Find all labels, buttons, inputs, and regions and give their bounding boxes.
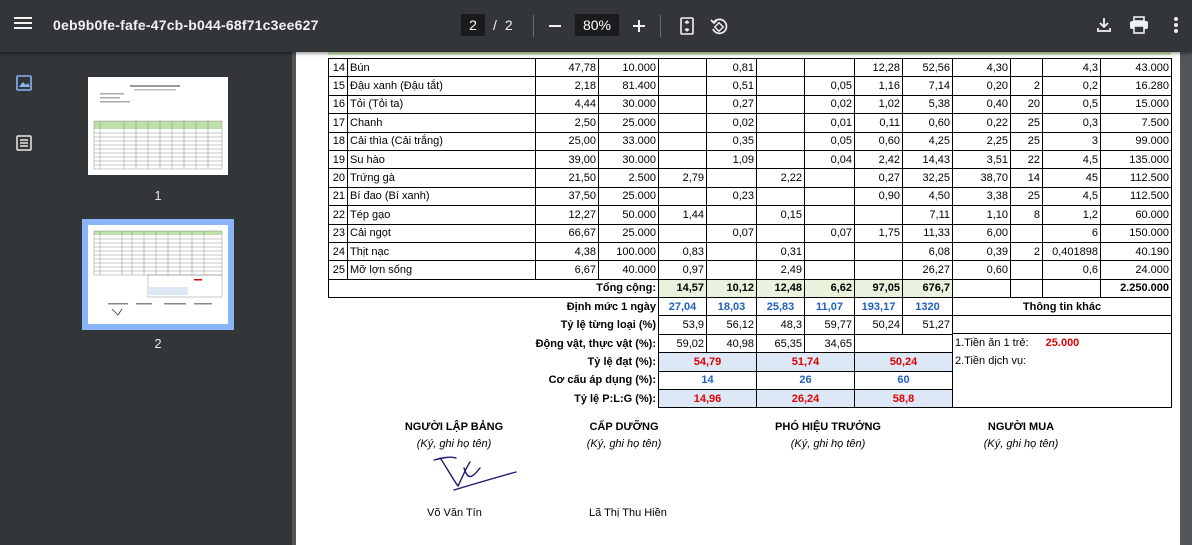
minus-icon bbox=[548, 19, 562, 33]
table-cell bbox=[805, 169, 855, 187]
pdf-page bbox=[296, 52, 1180, 545]
table-cell bbox=[757, 150, 805, 168]
co-cau-value: 26 bbox=[757, 371, 855, 389]
info-tien-an-value: 25.000 bbox=[1045, 337, 1080, 350]
table-cell bbox=[855, 242, 903, 260]
food-name: Bún bbox=[348, 59, 536, 77]
dinh-muc-value: 18,03 bbox=[707, 298, 757, 316]
table-cell: 2,42 bbox=[855, 150, 903, 168]
table-header-strip bbox=[328, 52, 1171, 55]
table-row bbox=[329, 206, 1172, 224]
table-cell: 4,5 bbox=[1043, 187, 1101, 205]
co-cau-label: Cơ cấu áp dụng (%): bbox=[548, 374, 656, 387]
table-cell: 6,67 bbox=[536, 261, 599, 279]
table-cell: 32,25 bbox=[903, 169, 953, 187]
dong-vat-label: Động vật, thực vật (%): bbox=[535, 337, 656, 350]
page-thumbnail-2[interactable] bbox=[82, 219, 234, 330]
info-box bbox=[953, 316, 1172, 408]
plg-value: 26,24 bbox=[757, 390, 855, 408]
table-cell: 112.500 bbox=[1101, 169, 1172, 187]
table-cell: 7.500 bbox=[1101, 114, 1172, 132]
rotate-icon bbox=[709, 16, 729, 36]
toolbar-divider bbox=[533, 15, 534, 37]
page-separator: / bbox=[493, 17, 497, 33]
table-cell: 0,20 bbox=[953, 77, 1011, 95]
food-name: Tép gạo bbox=[348, 206, 536, 224]
ty-le-tung-loai-row bbox=[329, 316, 1172, 334]
table-cell: 66,67 bbox=[536, 224, 599, 242]
table-cell: 6 bbox=[1043, 224, 1101, 242]
table-cell bbox=[659, 132, 707, 150]
row-index: 15 bbox=[329, 77, 348, 95]
table-row bbox=[329, 224, 1172, 242]
image-icon bbox=[15, 74, 33, 92]
table-cell: 0,02 bbox=[805, 95, 855, 113]
table-row bbox=[329, 242, 1172, 260]
table-row bbox=[329, 114, 1172, 132]
table-cell: 135.000 bbox=[1101, 150, 1172, 168]
table-cell bbox=[659, 187, 707, 205]
table-cell: 0,97 bbox=[659, 261, 707, 279]
signature-role: PHÓ HIỆU TRƯỞNG bbox=[775, 421, 881, 433]
table-cell: 25.000 bbox=[599, 114, 659, 132]
table-cell: 1,10 bbox=[953, 206, 1011, 224]
signature-role: NGƯỜI MUA bbox=[987, 421, 1055, 433]
thumbnail-preview bbox=[88, 77, 228, 175]
signature-hint: (Ký, ghi họ tên) bbox=[790, 438, 866, 450]
document-viewer[interactable] bbox=[292, 52, 1192, 545]
table-cell: 12,28 bbox=[855, 59, 903, 77]
table-row bbox=[329, 150, 1172, 168]
table-cell: 37,50 bbox=[536, 187, 599, 205]
table-cell: 24.000 bbox=[1101, 261, 1172, 279]
table-cell: 11,33 bbox=[903, 224, 953, 242]
outline-view-button[interactable] bbox=[15, 134, 35, 154]
table-cell bbox=[659, 150, 707, 168]
co-cau-value: 14 bbox=[659, 371, 757, 389]
food-table bbox=[328, 58, 1172, 408]
table-cell bbox=[757, 132, 805, 150]
table-cell: 2.500 bbox=[599, 169, 659, 187]
table-cell: 25 bbox=[1011, 114, 1043, 132]
table-cell: 43.000 bbox=[1101, 59, 1172, 77]
dong-vat-value: 59,02 bbox=[659, 334, 707, 352]
table-cell: 3,38 bbox=[953, 187, 1011, 205]
table-cell: 0,90 bbox=[855, 187, 903, 205]
table-cell: 0,27 bbox=[707, 95, 757, 113]
table-cell: 2,49 bbox=[757, 261, 805, 279]
total-value: 10,12 bbox=[707, 279, 757, 297]
food-name: Cải thìa (Cải trắng) bbox=[348, 132, 536, 150]
row-index: 24 bbox=[329, 242, 348, 260]
download-icon bbox=[1095, 16, 1113, 34]
ty-le-value: 59,77 bbox=[805, 316, 855, 334]
co-cau-value: 60 bbox=[855, 371, 953, 389]
dinh-muc-label: Định mức 1 ngày bbox=[566, 301, 656, 314]
table-cell: 47,78 bbox=[536, 59, 599, 77]
table-cell bbox=[855, 206, 903, 224]
row-index: 19 bbox=[329, 150, 348, 168]
table-cell: 0,401898 bbox=[1043, 242, 1101, 260]
table-cell bbox=[1011, 261, 1043, 279]
signature-role: CẤP DƯỠNG bbox=[589, 421, 659, 433]
table-cell bbox=[1011, 224, 1043, 242]
table-cell: 0,6 bbox=[1043, 261, 1101, 279]
handwritten-signature bbox=[424, 448, 524, 498]
table-cell: 3 bbox=[1043, 132, 1101, 150]
table-cell: 4,38 bbox=[536, 242, 599, 260]
table-cell: 12,27 bbox=[536, 206, 599, 224]
food-name: Đậu xanh (Đậu tắt) bbox=[348, 77, 536, 95]
food-name: Cải ngọt bbox=[348, 224, 536, 242]
signature-block-pho-hieu-truong bbox=[763, 421, 893, 450]
table-row bbox=[329, 187, 1172, 205]
table-cell: 25 bbox=[1011, 132, 1043, 150]
table-cell: 25,00 bbox=[536, 132, 599, 150]
ty-le-dat-value: 51,74 bbox=[757, 353, 855, 371]
food-name: Trứng gà bbox=[348, 169, 536, 187]
table-cell: 10.000 bbox=[599, 59, 659, 77]
dinh-muc-value: 11,07 bbox=[805, 298, 855, 316]
table-cell bbox=[659, 77, 707, 95]
food-name: Tỏi (Tỏi ta) bbox=[348, 95, 536, 113]
table-cell: 0,07 bbox=[707, 224, 757, 242]
table-cell: 40.190 bbox=[1101, 242, 1172, 260]
row-index: 25 bbox=[329, 261, 348, 279]
table-cell: 0,15 bbox=[757, 206, 805, 224]
plg-label: Tỷ lệ P:L:G (%): bbox=[574, 392, 656, 405]
table-cell: 50.000 bbox=[599, 206, 659, 224]
table-cell: 5,38 bbox=[903, 95, 953, 113]
table-cell bbox=[805, 59, 855, 77]
table-cell: 0,3 bbox=[1043, 114, 1101, 132]
ty-le-value: 48,3 bbox=[757, 316, 805, 334]
print-button[interactable] bbox=[1127, 13, 1151, 37]
table-cell: 0,35 bbox=[707, 132, 757, 150]
table-cell bbox=[757, 95, 805, 113]
zoom-out-button[interactable] bbox=[543, 14, 567, 38]
table-cell: 8 bbox=[1011, 206, 1043, 224]
table-cell: 0,01 bbox=[805, 114, 855, 132]
table-cell: 1,75 bbox=[855, 224, 903, 242]
table-cell: 0,2 bbox=[1043, 77, 1101, 95]
table-cell bbox=[659, 114, 707, 132]
table-row bbox=[329, 261, 1172, 279]
table-cell bbox=[757, 114, 805, 132]
table-cell: 7,14 bbox=[903, 77, 953, 95]
table-cell: 0,60 bbox=[953, 261, 1011, 279]
ty-le-value: 56,12 bbox=[707, 316, 757, 334]
table-row bbox=[329, 95, 1172, 113]
fit-page-icon bbox=[679, 17, 695, 35]
table-cell: 6,00 bbox=[953, 224, 1011, 242]
table-cell: 15.000 bbox=[1101, 95, 1172, 113]
thumbnail-label-2: 2 bbox=[154, 336, 162, 351]
dong-vat-value: 34,65 bbox=[805, 334, 855, 352]
ty-le-dat-value: 54,79 bbox=[659, 353, 757, 371]
table-cell: 16.280 bbox=[1101, 77, 1172, 95]
total-cost: 2.250.000 bbox=[1101, 279, 1172, 297]
row-index: 21 bbox=[329, 187, 348, 205]
table-cell: 3,51 bbox=[953, 150, 1011, 168]
row-index: 14 bbox=[329, 59, 348, 77]
table-cell: 60.000 bbox=[1101, 206, 1172, 224]
toolbar-divider bbox=[660, 15, 661, 37]
table-cell bbox=[805, 206, 855, 224]
table-cell bbox=[757, 224, 805, 242]
signature-hint: (Ký, ghi họ tên) bbox=[983, 438, 1059, 450]
table-cell bbox=[757, 187, 805, 205]
row-index: 17 bbox=[329, 114, 348, 132]
ty-le-tung-loai-label: Tỷ lệ từng loại (%) bbox=[560, 319, 656, 332]
table-cell: 0,04 bbox=[805, 150, 855, 168]
table-cell: 81.400 bbox=[599, 77, 659, 95]
table-cell: 112.500 bbox=[1101, 187, 1172, 205]
table-cell: 0,31 bbox=[757, 242, 805, 260]
table-cell: 2 bbox=[1011, 77, 1043, 95]
table-cell: 150.000 bbox=[1101, 224, 1172, 242]
signature-block-nguoi-mua bbox=[961, 421, 1081, 450]
signature-block-lap-bang bbox=[394, 421, 514, 450]
food-name: Su hào bbox=[348, 150, 536, 168]
table-cell: 4,5 bbox=[1043, 150, 1101, 168]
table-row bbox=[329, 77, 1172, 95]
table-cell: 0,39 bbox=[953, 242, 1011, 260]
table-cell: 1,2 bbox=[1043, 206, 1101, 224]
table-cell bbox=[855, 261, 903, 279]
ty-le-value: 51,27 bbox=[903, 316, 953, 334]
signature-role: NGƯỜI LẬP BẢNG bbox=[404, 421, 504, 433]
zoom-in-button[interactable] bbox=[627, 14, 651, 38]
table-cell: 25 bbox=[1011, 187, 1043, 205]
table-cell: 4,3 bbox=[1043, 59, 1101, 77]
dinh-muc-value: 25,83 bbox=[757, 298, 805, 316]
food-name: Bí đao (Bí xanh) bbox=[348, 187, 536, 205]
table-cell: 0,27 bbox=[855, 169, 903, 187]
table-cell bbox=[707, 206, 757, 224]
table-cell: 0,5 bbox=[1043, 95, 1101, 113]
row-index: 16 bbox=[329, 95, 348, 113]
total-row bbox=[329, 279, 1172, 297]
total-value: 14,57 bbox=[659, 279, 707, 297]
table-cell: 2,79 bbox=[659, 169, 707, 187]
signature-name: Võ Văn Tín bbox=[427, 507, 482, 519]
plg-value: 14,96 bbox=[659, 390, 757, 408]
total-value: 6,62 bbox=[805, 279, 855, 297]
table-cell: 38,70 bbox=[953, 169, 1011, 187]
table-cell bbox=[707, 242, 757, 260]
table-cell bbox=[659, 95, 707, 113]
list-icon bbox=[15, 134, 33, 152]
table-cell bbox=[707, 261, 757, 279]
total-value: 12,48 bbox=[757, 279, 805, 297]
page-number-input[interactable] bbox=[461, 14, 485, 36]
more-vert-icon bbox=[1173, 16, 1179, 34]
table-cell: 22 bbox=[1011, 150, 1043, 168]
table-cell bbox=[659, 59, 707, 77]
fit-to-page-button[interactable] bbox=[675, 14, 699, 38]
table-cell: 21,50 bbox=[536, 169, 599, 187]
signature-hint: (Ký, ghi họ tên) bbox=[586, 438, 662, 450]
table-cell: 1,02 bbox=[855, 95, 903, 113]
table-cell: 100.000 bbox=[599, 242, 659, 260]
table-cell bbox=[757, 59, 805, 77]
page-thumbnail-1[interactable] bbox=[88, 77, 228, 175]
table-cell: 2,50 bbox=[536, 114, 599, 132]
table-cell: 99.000 bbox=[1101, 132, 1172, 150]
table-cell: 4,50 bbox=[903, 187, 953, 205]
ty-le-value: 50,24 bbox=[855, 316, 903, 334]
table-cell: 0,23 bbox=[707, 187, 757, 205]
row-index: 22 bbox=[329, 206, 348, 224]
table-cell: 40.000 bbox=[599, 261, 659, 279]
page-total: 2 bbox=[504, 17, 513, 33]
table-cell: 30.000 bbox=[599, 95, 659, 113]
menu-icon[interactable] bbox=[12, 14, 34, 36]
table-cell: 0,05 bbox=[805, 132, 855, 150]
table-row bbox=[329, 132, 1172, 150]
table-cell: 20 bbox=[1011, 95, 1043, 113]
table-cell: 0,07 bbox=[805, 224, 855, 242]
table-cell: 0,40 bbox=[953, 95, 1011, 113]
table-cell: 0,83 bbox=[659, 242, 707, 260]
table-cell: 2,18 bbox=[536, 77, 599, 95]
total-label: Tổng cộng: bbox=[329, 279, 659, 297]
food-name: Thịt nạc bbox=[348, 242, 536, 260]
document-title: 0eb9b0fe-fafe-47cb-b044-68f71c3ee627 bbox=[53, 17, 319, 33]
table-cell: 2,22 bbox=[757, 169, 805, 187]
dinh-muc-value: 193,17 bbox=[855, 298, 903, 316]
table-cell: 4,44 bbox=[536, 95, 599, 113]
table-cell: 0,05 bbox=[805, 77, 855, 95]
row-index: 20 bbox=[329, 169, 348, 187]
row-index: 18 bbox=[329, 132, 348, 150]
signature-name: Lã Thị Thu Hiền bbox=[589, 507, 667, 519]
plg-value: 58,8 bbox=[855, 390, 953, 408]
signature-hint: (Ký, ghi họ tên) bbox=[416, 438, 492, 450]
info-tien-an-label: 1.Tiền ăn 1 trẻ: bbox=[955, 337, 1029, 350]
dong-vat-value: 65,35 bbox=[757, 334, 805, 352]
info-title: Thông tin khác bbox=[953, 298, 1172, 316]
table-cell: 25.000 bbox=[599, 187, 659, 205]
plus-icon bbox=[632, 19, 646, 33]
total-value: 676,7 bbox=[903, 279, 953, 297]
table-cell: 2,25 bbox=[953, 132, 1011, 150]
dinh-muc-value: 1320 bbox=[903, 298, 953, 316]
thumbnails-view-button[interactable] bbox=[15, 74, 35, 94]
table-cell: 26,27 bbox=[903, 261, 953, 279]
table-cell: 1,16 bbox=[855, 77, 903, 95]
table-cell: 33.000 bbox=[599, 132, 659, 150]
food-name: Chanh bbox=[348, 114, 536, 132]
table-cell: 0,60 bbox=[903, 114, 953, 132]
rotate-button[interactable] bbox=[707, 14, 731, 38]
table-cell: 30.000 bbox=[599, 150, 659, 168]
table-cell: 14,43 bbox=[903, 150, 953, 168]
table-cell: 0,11 bbox=[855, 114, 903, 132]
table-cell: 14 bbox=[1011, 169, 1043, 187]
table-cell: 2 bbox=[1011, 242, 1043, 260]
table-row bbox=[329, 59, 1172, 77]
dinh-muc-row bbox=[329, 298, 1172, 316]
table-cell: 1,09 bbox=[707, 150, 757, 168]
table-cell bbox=[757, 77, 805, 95]
ty-le-value: 53,9 bbox=[659, 316, 707, 334]
table-cell: 0,60 bbox=[855, 132, 903, 150]
table-cell bbox=[659, 224, 707, 242]
more-options-button[interactable] bbox=[1164, 13, 1188, 37]
table-cell: 4,30 bbox=[953, 59, 1011, 77]
info-tien-dich-vu-label: 2.Tiền dịch vụ: bbox=[955, 355, 1027, 368]
ty-le-dat-value: 50,24 bbox=[855, 353, 953, 371]
dinh-muc-value: 27,04 bbox=[659, 298, 707, 316]
table-cell: 39,00 bbox=[536, 150, 599, 168]
table-cell: 6,08 bbox=[903, 242, 953, 260]
table-cell: 0,22 bbox=[953, 114, 1011, 132]
dong-vat-value: 40,98 bbox=[707, 334, 757, 352]
total-value: 97,05 bbox=[855, 279, 903, 297]
signature-block-cap-duong bbox=[564, 421, 684, 450]
thumbnail-preview bbox=[88, 225, 228, 324]
table-cell bbox=[707, 169, 757, 187]
table-row bbox=[329, 169, 1172, 187]
thumbnail-label-1: 1 bbox=[154, 188, 162, 203]
table-cell: 25.000 bbox=[599, 224, 659, 242]
food-name: Mỡ lợn sống bbox=[348, 261, 536, 279]
zoom-input[interactable] bbox=[575, 14, 619, 36]
table-cell bbox=[805, 261, 855, 279]
table-cell: 7,11 bbox=[903, 206, 953, 224]
row-index: 23 bbox=[329, 224, 348, 242]
page-selector bbox=[461, 14, 513, 36]
table-cell: 45 bbox=[1043, 169, 1101, 187]
table-cell: 52,56 bbox=[903, 59, 953, 77]
table-cell bbox=[1011, 59, 1043, 77]
pdf-toolbar bbox=[0, 0, 1192, 52]
table-cell: 4,25 bbox=[903, 132, 953, 150]
table-cell: 0,51 bbox=[707, 77, 757, 95]
table-cell: 0,02 bbox=[707, 114, 757, 132]
printer-icon bbox=[1129, 16, 1149, 34]
table-cell: 1,44 bbox=[659, 206, 707, 224]
table-cell: 0,81 bbox=[707, 59, 757, 77]
thumbnail-sidebar bbox=[0, 52, 292, 545]
table-cell bbox=[805, 242, 855, 260]
ty-le-dat-label: Tỷ lệ đạt (%): bbox=[587, 355, 656, 368]
download-button[interactable] bbox=[1092, 13, 1116, 37]
table-cell bbox=[805, 187, 855, 205]
